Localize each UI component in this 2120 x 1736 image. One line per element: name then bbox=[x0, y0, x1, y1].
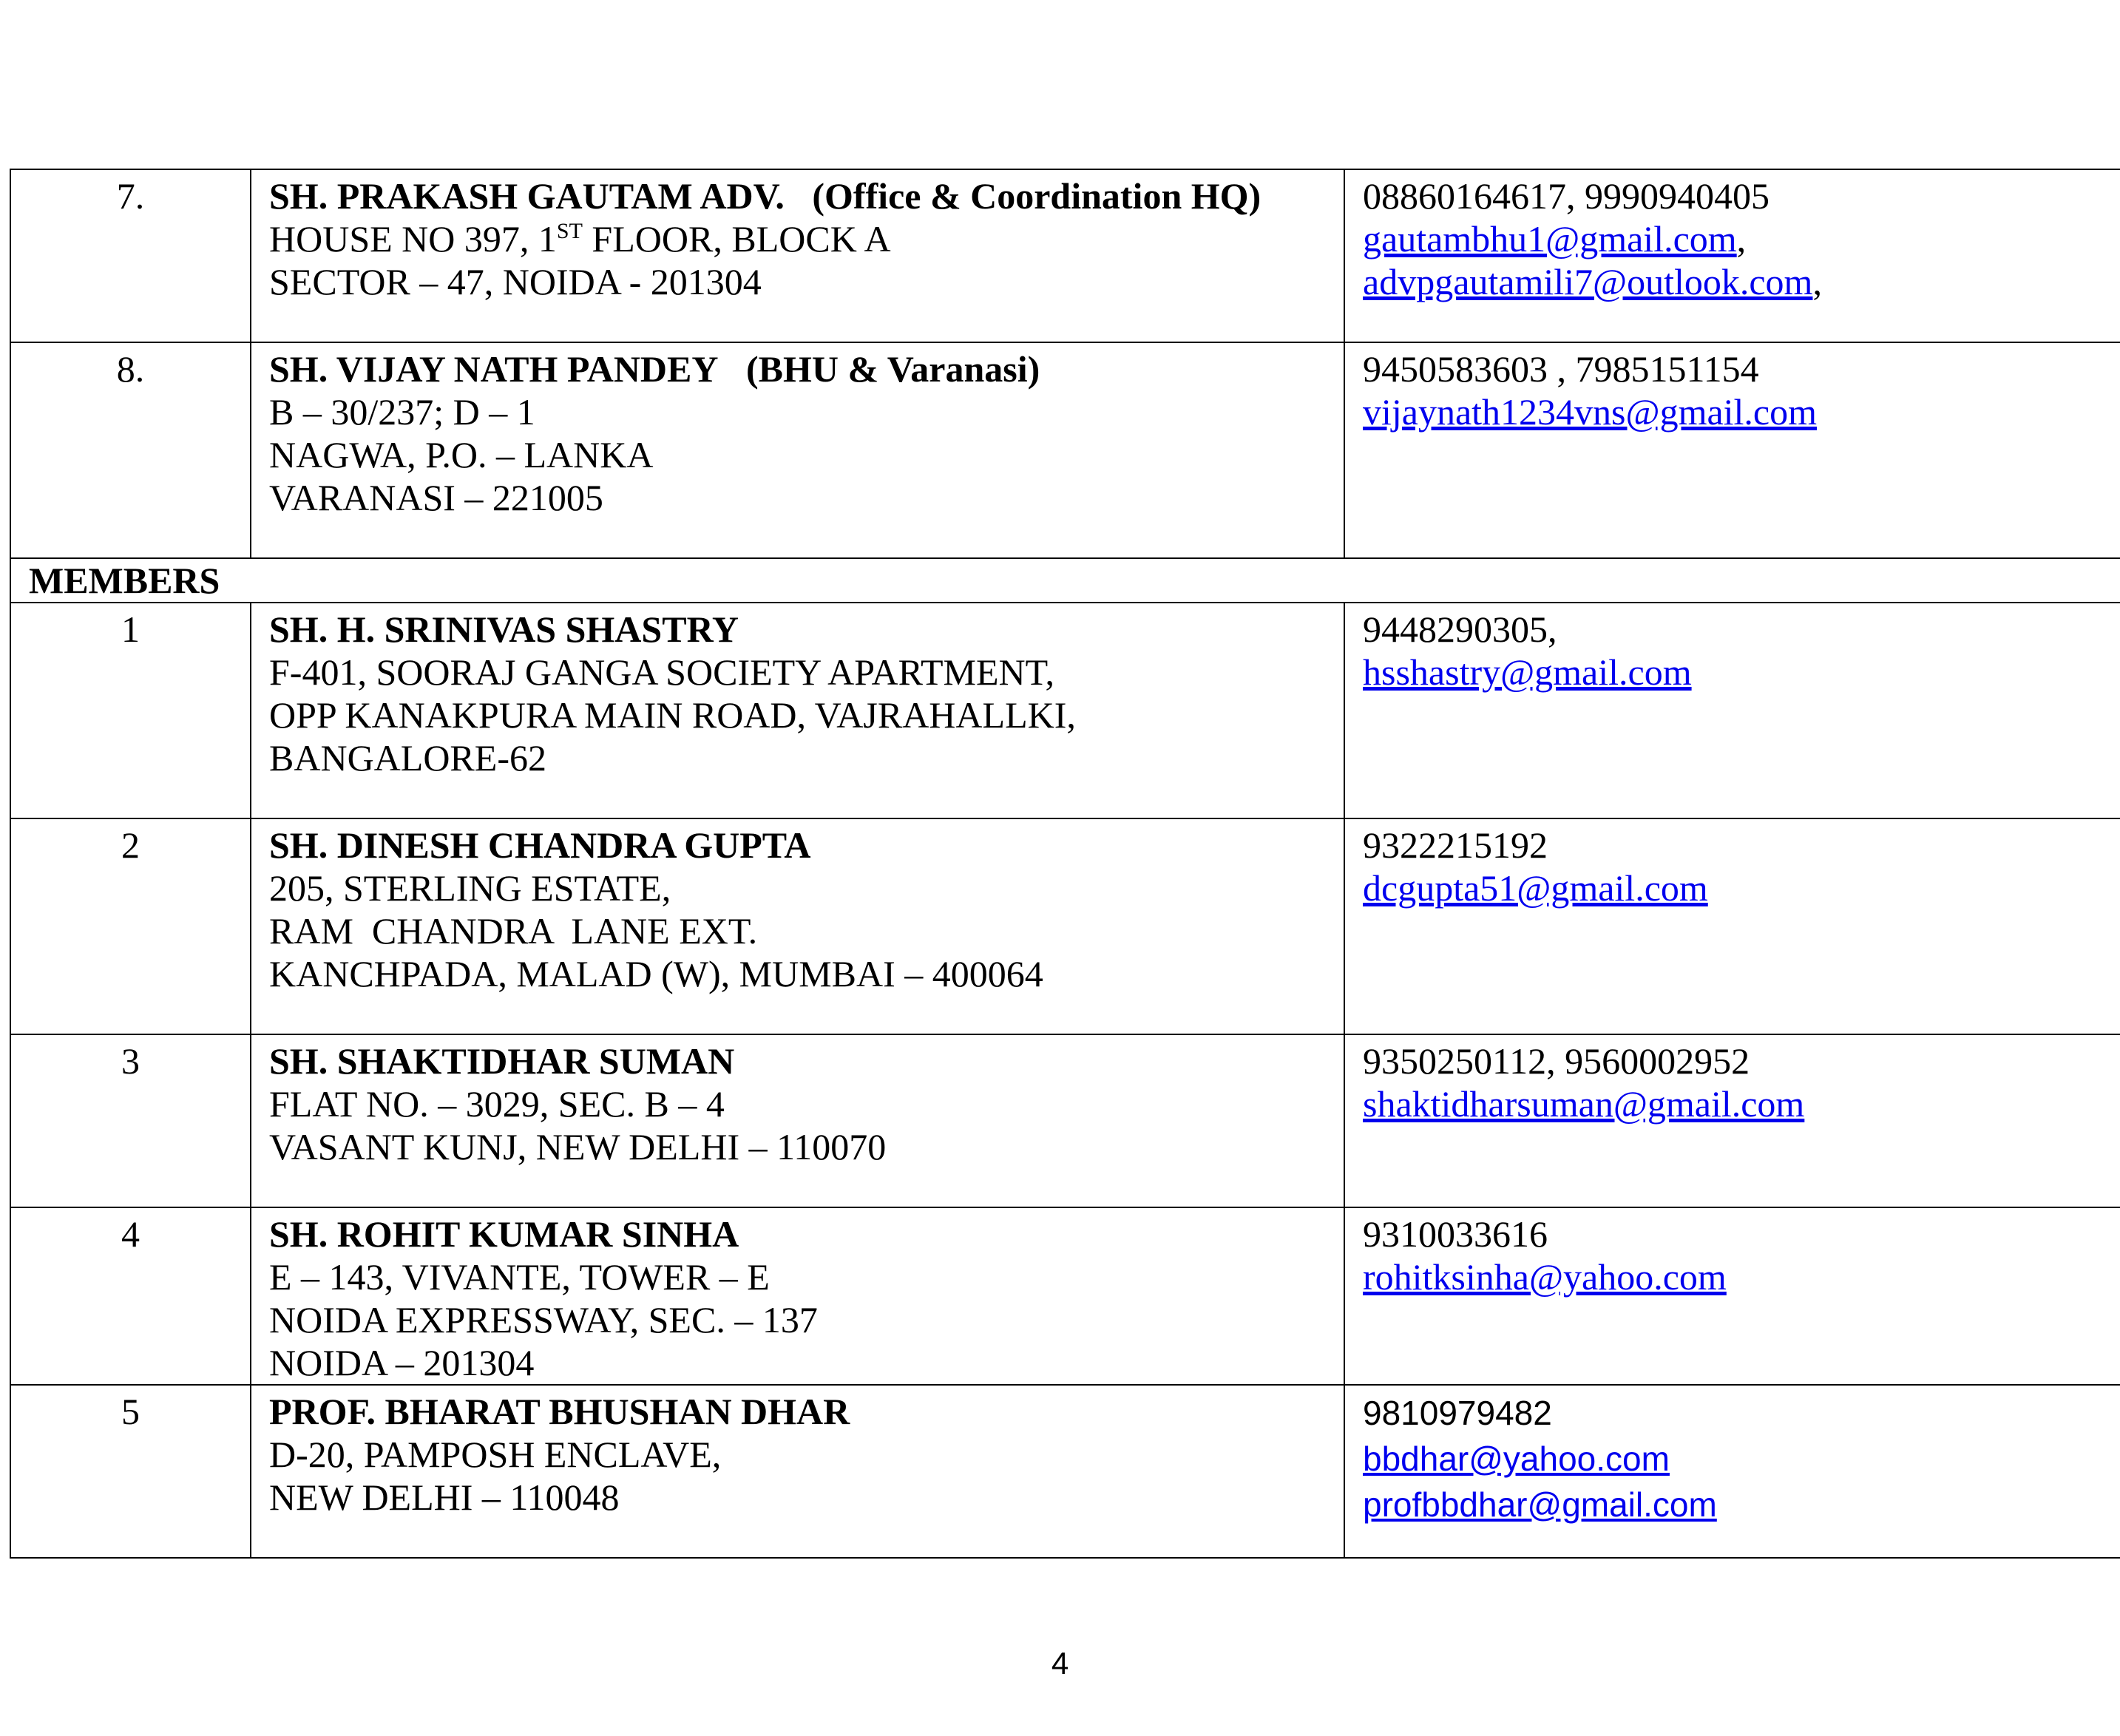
address-line: D-20, PAMPOSH ENCLAVE, bbox=[269, 1434, 722, 1475]
table-row bbox=[10, 1385, 2120, 1558]
person-name: SH. PRAKASH GAUTAM ADV. bbox=[269, 175, 785, 217]
contact-cell bbox=[1344, 1385, 2120, 1558]
person-name: PROF. BHARAT BHUSHAN DHAR bbox=[269, 1391, 850, 1432]
address-line: NAGWA, P.O. – LANKA bbox=[269, 434, 654, 475]
table-row bbox=[10, 818, 2120, 1034]
section-row bbox=[10, 558, 2120, 603]
phone-numbers: 9450583603 , 7985151154 bbox=[1363, 348, 1759, 390]
address-cell bbox=[251, 169, 1344, 342]
serial-number: 1 bbox=[10, 603, 251, 818]
name-line bbox=[269, 174, 1344, 217]
address-line: 205, STERLING ESTATE, bbox=[269, 867, 671, 909]
address-line: F-401, SOORAJ GANGA SOCIETY APARTMENT, bbox=[269, 651, 1054, 693]
address-line: BANGALORE-62 bbox=[269, 737, 546, 779]
page-number: 4 bbox=[1051, 1646, 1069, 1681]
person-name: SH. DINESH CHANDRA GUPTA bbox=[269, 824, 811, 866]
contact-cell bbox=[1344, 1207, 2120, 1385]
address-line: NEW DELHI – 110048 bbox=[269, 1476, 620, 1518]
person-name: SH. SHAKTIDHAR SUMAN bbox=[269, 1040, 735, 1082]
phone-numbers: 9322215192 bbox=[1363, 824, 1548, 866]
address-line: SECTOR – 47, NOIDA - 201304 bbox=[269, 261, 762, 302]
email-line bbox=[1363, 1436, 2120, 1482]
name-line bbox=[269, 347, 1344, 390]
serial-number: 3 bbox=[10, 1034, 251, 1207]
serial-number: 8. bbox=[10, 342, 251, 558]
address-cell bbox=[251, 1385, 1344, 1558]
address-cell bbox=[251, 1207, 1344, 1385]
contact-cell bbox=[1344, 342, 2120, 558]
address-line: NOIDA EXPRESSWAY, SEC. – 137 bbox=[269, 1299, 818, 1340]
address-line: E – 143, VIVANTE, TOWER – E bbox=[269, 1256, 770, 1298]
address-cell bbox=[251, 1034, 1344, 1207]
serial-number: 7. bbox=[10, 169, 251, 342]
address-line: OPP KANAKPURA MAIN ROAD, VAJRAHALLKI, bbox=[269, 694, 1076, 736]
table-row bbox=[10, 169, 2120, 342]
role-note: (BHU & Varanasi) bbox=[746, 348, 1040, 390]
table-row bbox=[10, 1034, 2120, 1207]
members-heading: MEMBERS bbox=[10, 558, 2120, 603]
email-link[interactable]: bbdhar@yahoo.com bbox=[1363, 1440, 1670, 1478]
email-line bbox=[1363, 1082, 2120, 1125]
table-row bbox=[10, 1207, 2120, 1385]
email-line bbox=[1363, 1255, 2120, 1298]
email-link[interactable]: shaktidharsuman@gmail.com bbox=[1363, 1083, 1805, 1125]
address-line: FLAT NO. – 3029, SEC. B – 4 bbox=[269, 1083, 725, 1125]
person-name: SH. ROHIT KUMAR SINHA bbox=[269, 1213, 739, 1255]
address-part: HOUSE NO 397, 1 bbox=[269, 218, 557, 260]
email-line bbox=[1363, 1482, 2120, 1528]
phone-numbers: 9810979482 bbox=[1363, 1394, 1552, 1432]
address-line: KANCHPADA, MALAD (W), MUMBAI – 400064 bbox=[269, 953, 1043, 994]
address-part: FLOOR, BLOCK A bbox=[582, 218, 891, 260]
address-cell bbox=[251, 818, 1344, 1034]
email-line bbox=[1363, 867, 2120, 909]
email-link[interactable]: rohitksinha@yahoo.com bbox=[1363, 1256, 1727, 1298]
email-line bbox=[1363, 390, 2120, 433]
contacts-table bbox=[10, 169, 2120, 1559]
address-line: B – 30/237; D – 1 bbox=[269, 391, 535, 433]
email-link[interactable]: hsshastry@gmail.com bbox=[1363, 651, 1692, 693]
email-line: gautambhu1@gmail.com, bbox=[1363, 218, 1747, 260]
email-line bbox=[1363, 651, 2120, 694]
serial-number: 2 bbox=[10, 818, 251, 1034]
email-line: advpgautamili7@outlook.com, bbox=[1363, 261, 1822, 302]
email-link[interactable]: advpgautamili7@outlook.com bbox=[1363, 261, 1813, 302]
role-note: (Office & Coordination HQ) bbox=[812, 175, 1261, 217]
contact-cell bbox=[1344, 603, 2120, 818]
table-row bbox=[10, 342, 2120, 558]
contact-cell bbox=[1344, 169, 2120, 342]
phone-numbers: 08860164617, 9990940405 bbox=[1363, 175, 1770, 217]
address-line: VASANT KUNJ, NEW DELHI – 110070 bbox=[269, 1126, 887, 1167]
phone-numbers: 9350250112, 9560002952 bbox=[1363, 1040, 1750, 1082]
email-link[interactable]: profbbdhar@gmail.com bbox=[1363, 1485, 1717, 1524]
person-name: SH. VIJAY NATH PANDEY bbox=[269, 348, 719, 390]
phone-numbers: 9448290305, bbox=[1363, 608, 1557, 650]
email-link[interactable]: vijaynath1234vns@gmail.com bbox=[1363, 391, 1818, 433]
email-link[interactable]: dcgupta51@gmail.com bbox=[1363, 867, 1708, 909]
address-line bbox=[269, 217, 1344, 260]
ordinal-suffix: ST bbox=[556, 219, 583, 243]
contact-cell bbox=[1344, 818, 2120, 1034]
address-line: VARANASI – 221005 bbox=[269, 477, 603, 518]
person-name: SH. H. SRINIVAS SHASTRY bbox=[269, 608, 739, 650]
email-link[interactable]: gautambhu1@gmail.com bbox=[1363, 218, 1737, 260]
address-cell bbox=[251, 342, 1344, 558]
phone-numbers: 9310033616 bbox=[1363, 1213, 1548, 1255]
address-cell bbox=[251, 603, 1344, 818]
serial-number: 4 bbox=[10, 1207, 251, 1385]
contact-cell bbox=[1344, 1034, 2120, 1207]
serial-number: 5 bbox=[10, 1385, 251, 1558]
address-line: NOIDA – 201304 bbox=[269, 1342, 535, 1383]
table-row bbox=[10, 603, 2120, 818]
address-line: RAM CHANDRA LANE EXT. bbox=[269, 910, 758, 952]
